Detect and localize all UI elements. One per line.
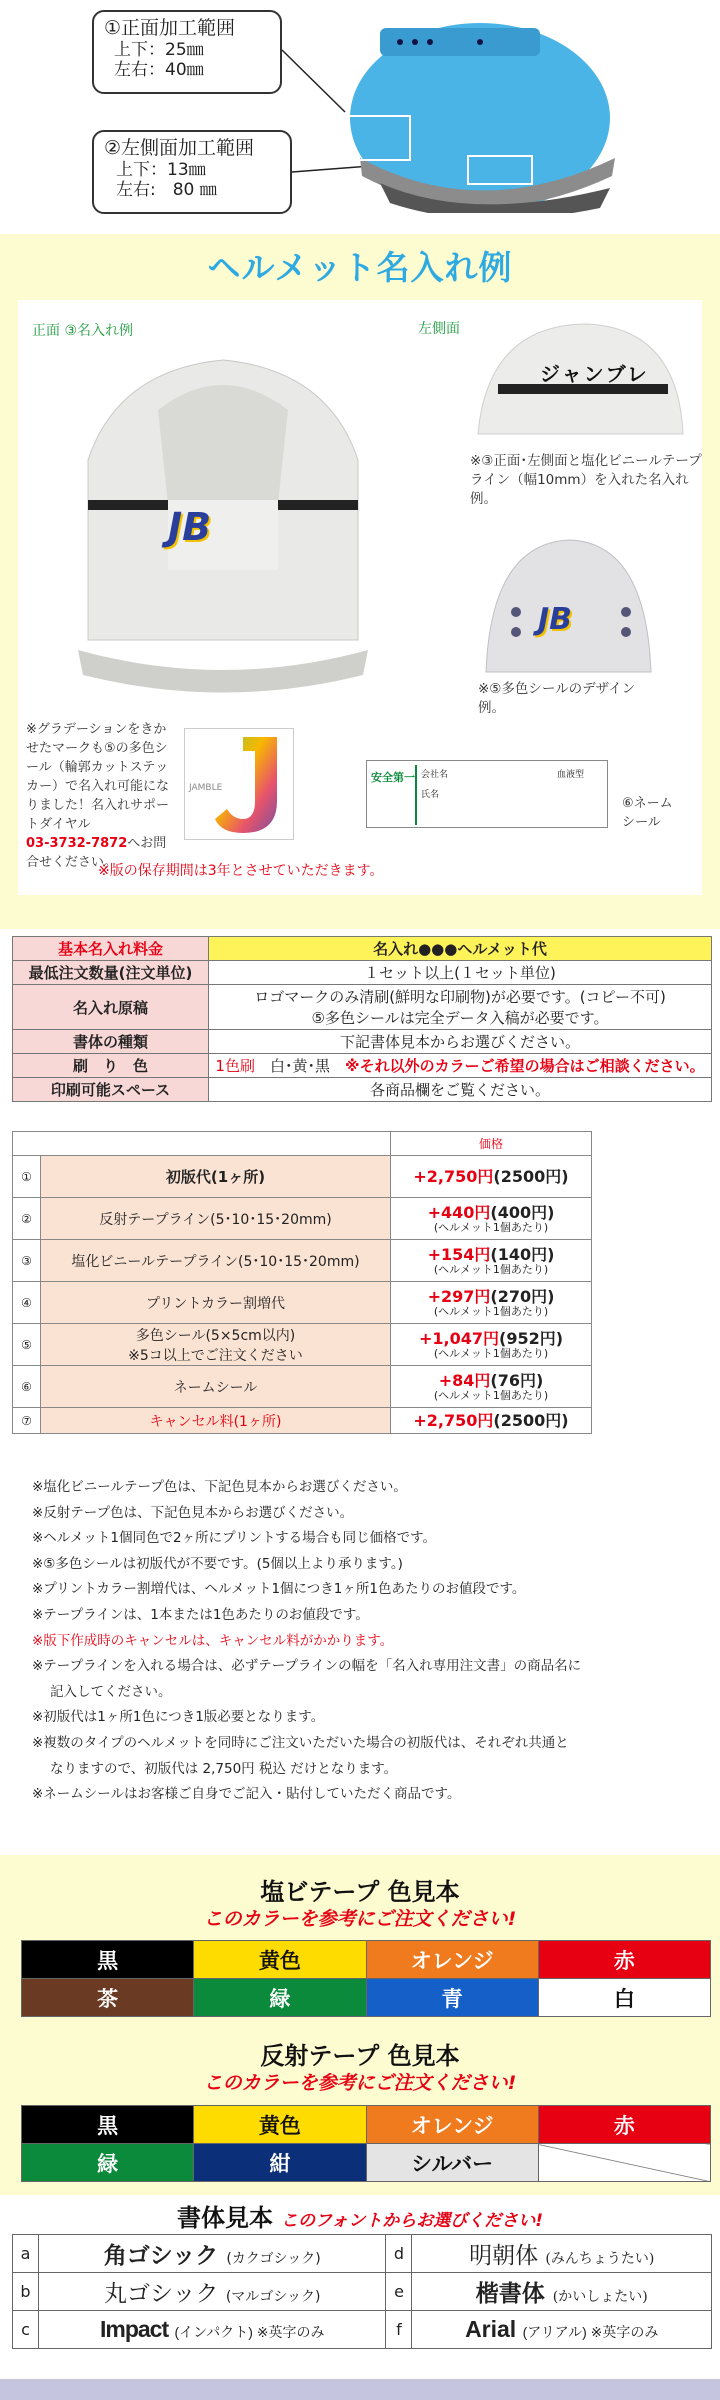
price-value: +1,047円(952円) (ヘルメット1個あたり) bbox=[391, 1324, 592, 1366]
side-range-title: ②左側面加工範囲 bbox=[104, 137, 255, 159]
spec-header: 基本名入れ料金 bbox=[13, 937, 209, 961]
seal-company-label: 会社名 bbox=[421, 770, 449, 780]
vinyl-color-cell: 緑 bbox=[194, 1979, 366, 2017]
font-option: Impact (インパクト) ※英字のみ bbox=[39, 2311, 386, 2349]
note-item: なりますので、初版代は 2,750円 税込 だけとなります。 bbox=[50, 1760, 398, 1777]
spec-row bbox=[13, 1054, 712, 1078]
note-item: ※塩化ビニールテープ色は、下記色見本からお選びください。 bbox=[32, 1479, 407, 1495]
price-table bbox=[12, 1131, 592, 1434]
price-row: ⑥ ネームシール +84円(76円) (ヘルメット1個あたり) bbox=[13, 1366, 592, 1408]
example-photo-area bbox=[18, 300, 702, 895]
reflect-color-cell-empty bbox=[538, 2144, 710, 2182]
storage-note: ※版の保存期間は3年とさせていただきます。 bbox=[98, 863, 384, 879]
front-jb-logo: JB bbox=[168, 505, 212, 549]
front-range-height: 上下：25㎜ bbox=[114, 40, 204, 60]
reflect-color-cell: 緑 bbox=[22, 2144, 194, 2182]
spec-value: 名入れ●●●ヘルメット代 bbox=[209, 937, 712, 961]
note-item: ※ネームシールはお客様ご自身でご記入・貼付していただく商品です。 bbox=[32, 1786, 461, 1803]
note-item: 記入してください。 bbox=[50, 1683, 172, 1700]
spec-value: ロゴマークのみ清刷(鮮明な印刷物)が必要です。(コピー不可) ⑤多色シールは完全データ入稿が必要です。 bbox=[209, 985, 712, 1030]
spec-value: 各商品欄をご覧ください。 bbox=[209, 1078, 712, 1102]
reflect-title: 反射テープ 色見本 bbox=[260, 2042, 460, 2070]
spec-header: 刷 り 色 bbox=[13, 1054, 209, 1078]
note-item: ※版下作成時のキャンセルは、キャンセル料がかかります。 bbox=[32, 1632, 394, 1649]
price-row: ③ 塩化ビニールテープライン(5･10･15･20mm) +154円(140円) (ヘルメット1個あたり) bbox=[13, 1240, 592, 1282]
bottom-band bbox=[0, 2379, 720, 2400]
price-row: ① 初版代(1ヶ所) +2,750円(2500円) bbox=[13, 1156, 592, 1198]
note-item: ※テープラインを入れる場合は、必ずテープラインの幅を「名入れ専用注文書」の商品名に bbox=[32, 1658, 582, 1675]
spec-table bbox=[12, 936, 712, 1102]
spec-header: 印刷可能スペース bbox=[13, 1078, 209, 1102]
price-row: ④ プリントカラー割増代 +297円(270円) (ヘルメット1個あたり) bbox=[13, 1282, 592, 1324]
price-item: 反射テープライン(5･10･15･20mm) bbox=[41, 1198, 391, 1240]
reflect-color-cell: シルバー bbox=[366, 2144, 538, 2182]
support-phone[interactable]: 03-3732-7872 bbox=[26, 836, 128, 851]
jamble-text: JAMBLE bbox=[189, 783, 223, 793]
seal-fields bbox=[421, 765, 448, 805]
price-value: +84円(76円) (ヘルメット1個あたり) bbox=[391, 1366, 592, 1408]
name-seal-image bbox=[366, 760, 608, 828]
reflect-color-grid bbox=[21, 2105, 711, 2182]
gradient-note bbox=[26, 720, 174, 872]
price-row: ⑤ 多色シール(5×5cm以内) ※5コ以上でご注文ください +1,047円(952円) (ヘルメット1個あたり) bbox=[13, 1324, 592, 1366]
side-range-height: 上下：13㎜ bbox=[116, 160, 206, 180]
price-item: キャンセル料(1ヶ所) bbox=[41, 1408, 391, 1434]
side-range-width: 左右: 80 ㎜ bbox=[116, 180, 217, 200]
spec-value: 下記書体見本からお選びください。 bbox=[209, 1030, 712, 1054]
front-helmet-image bbox=[58, 350, 388, 695]
example-title: ヘルメット名入れ例 bbox=[207, 248, 513, 287]
seal-name-label: 氏名 bbox=[421, 790, 440, 800]
font-row: b 丸ゴシック (マルゴシック) e 楷書体 (かいしょたい) bbox=[13, 2273, 712, 2311]
vinyl-color-cell: 赤 bbox=[538, 1941, 710, 1979]
price-header-row bbox=[13, 1132, 592, 1156]
font-subtitle: このフォントからお選びください! bbox=[281, 2211, 543, 2231]
note-item: ※複数のタイプのヘルメットを同時にご注文いただいた場合の初版代は、それぞれ共通と bbox=[32, 1734, 569, 1751]
front-range-width: 左右：40㎜ bbox=[114, 60, 204, 80]
font-option: 明朝体 (みんちょうたい) bbox=[412, 2235, 712, 2273]
side-example-note: ※③正面･左側面と塩化ビニールテープライン（幅10mm）を入れた名入れ例。 bbox=[470, 453, 702, 507]
spec-header: 書体の種類 bbox=[13, 1030, 209, 1054]
price-value: +154円(140円) (ヘルメット1個あたり) bbox=[391, 1240, 592, 1282]
note-item: ※初版代は1ヶ所1色につき1版必要となります。 bbox=[32, 1709, 325, 1726]
example-section bbox=[0, 234, 720, 929]
seal-safety-text: 安全第一 bbox=[371, 771, 415, 784]
spec-row bbox=[13, 961, 712, 985]
price-item: 塩化ビニールテープライン(5･10･15･20mm) bbox=[41, 1240, 391, 1282]
note-item: ※反射テープ色は、下記色見本からお選びください。 bbox=[32, 1504, 354, 1521]
vinyl-color-cell: 青 bbox=[366, 1979, 538, 2017]
spec-row bbox=[13, 1078, 712, 1102]
price-value: +440円(400円) (ヘルメット1個あたり) bbox=[391, 1198, 592, 1240]
note-item: ※テープラインは、1本または1色あたりのお値段です。 bbox=[32, 1606, 369, 1623]
price-item: 初版代(1ヶ所) bbox=[41, 1156, 391, 1198]
spec-header: 名入れ原稿 bbox=[13, 985, 209, 1030]
front-range-title: ①正面加工範囲 bbox=[104, 17, 236, 39]
support-phone-suffix: へお問合せください。 bbox=[26, 836, 167, 870]
vinyl-color-grid bbox=[21, 1940, 711, 2017]
blue-helmet-image bbox=[320, 8, 620, 213]
reflect-color-cell: 黄色 bbox=[194, 2106, 366, 2144]
font-option: Arial (アリアル) ※英字のみ bbox=[412, 2311, 712, 2349]
vinyl-title: 塩ビテープ 色見本 bbox=[260, 1878, 460, 1906]
name-seal-label: ⑥ネームシール bbox=[622, 796, 673, 830]
reflect-color-cell: 赤 bbox=[538, 2106, 710, 2144]
seal-blood-label: 血液型 bbox=[557, 770, 585, 780]
font-row: c Impact (インパクト) ※英字のみ f Arial (アリアル) ※英字のみ bbox=[13, 2311, 712, 2349]
price-value: +2,750円(2500円) bbox=[391, 1156, 592, 1198]
sticker-jb-logo: JB bbox=[538, 602, 573, 637]
side-example-label: 左側面 bbox=[418, 321, 460, 337]
spec-row bbox=[13, 1030, 712, 1054]
price-row: ② 反射テープライン(5･10･15･20mm) +440円(400円) (ヘルメット1個あたり) bbox=[13, 1198, 592, 1240]
font-title: 書体見本 bbox=[177, 2204, 274, 2232]
vinyl-color-cell: オレンジ bbox=[366, 1941, 538, 1979]
price-item: 多色シール(5×5cm以内) ※5コ以上でご注文ください bbox=[41, 1324, 391, 1366]
price-item: ネームシール bbox=[41, 1366, 391, 1408]
vinyl-color-cell: 茶 bbox=[22, 1979, 194, 2017]
front-example-label: 正面 ③名入れ例 bbox=[32, 323, 134, 339]
note-item: ※⑤多色シールは初版代が不要です。(5個以上より承ります。) bbox=[32, 1555, 403, 1572]
spec-row bbox=[13, 937, 712, 961]
price-column-header: 価格 bbox=[391, 1132, 592, 1156]
top-helmet-area bbox=[0, 0, 720, 228]
side-helmet-text: ジャンブレ bbox=[540, 362, 649, 386]
vinyl-subtitle: このカラーを参考にご注文ください! bbox=[203, 1908, 517, 1930]
spec-header: 最低注文数量(注文単位) bbox=[13, 961, 209, 985]
note-item: ※ヘルメット1個同色で2ヶ所にプリントする場合も同じ価格です。 bbox=[32, 1530, 437, 1547]
reflect-subtitle: このカラーを参考にご注文ください! bbox=[203, 2072, 517, 2094]
font-option: 楷書体 (かいしょたい) bbox=[412, 2273, 712, 2311]
font-row: a 角ゴシック (カクゴシック) d 明朝体 (みんちょうたい) bbox=[13, 2235, 712, 2273]
jamble-logo bbox=[184, 728, 294, 840]
price-item: プリントカラー割増代 bbox=[41, 1282, 391, 1324]
price-value: +297円(270円) (ヘルメット1個あたり) bbox=[391, 1282, 592, 1324]
font-option: 角ゴシック (カクゴシック) bbox=[39, 2235, 386, 2273]
vinyl-color-cell: 白 bbox=[538, 1979, 710, 2017]
font-sample-grid bbox=[12, 2234, 712, 2349]
reflect-color-cell: オレンジ bbox=[366, 2106, 538, 2144]
spec-value: １セット以上(１セット単位) bbox=[209, 961, 712, 985]
sticker-example-note: ※⑤多色シールのデザイン例。 bbox=[478, 681, 636, 716]
spec-value: 1色刷 白･黄･黒 ※それ以外のカラーご希望の場合はご相談ください。 bbox=[209, 1054, 712, 1078]
price-row: ⑦ キャンセル料(1ヶ所) +2,750円(2500円) bbox=[13, 1408, 592, 1434]
notes-list bbox=[32, 1475, 712, 1808]
reflect-color-cell: 黒 bbox=[22, 2106, 194, 2144]
font-sample-title bbox=[0, 2198, 720, 2233]
font-option: 丸ゴシック (マルゴシック) bbox=[39, 2273, 386, 2311]
spec-row bbox=[13, 985, 712, 1030]
note-item: ※プリントカラー割増代は、ヘルメット1個につき1ヶ所1色あたりのお値段です。 bbox=[32, 1581, 526, 1598]
vinyl-color-cell: 黒 bbox=[22, 1941, 194, 1979]
gradient-note-text: ※グラデーションをきかせたマークも⑤の多色シール（輪郭カットステッカー）で名入れ可能になりました！名入れサポートダイヤル bbox=[26, 722, 170, 832]
price-value: +2,750円(2500円) bbox=[391, 1408, 592, 1434]
reflect-color-cell: 紺 bbox=[194, 2144, 366, 2182]
vinyl-color-cell: 黄色 bbox=[194, 1941, 366, 1979]
